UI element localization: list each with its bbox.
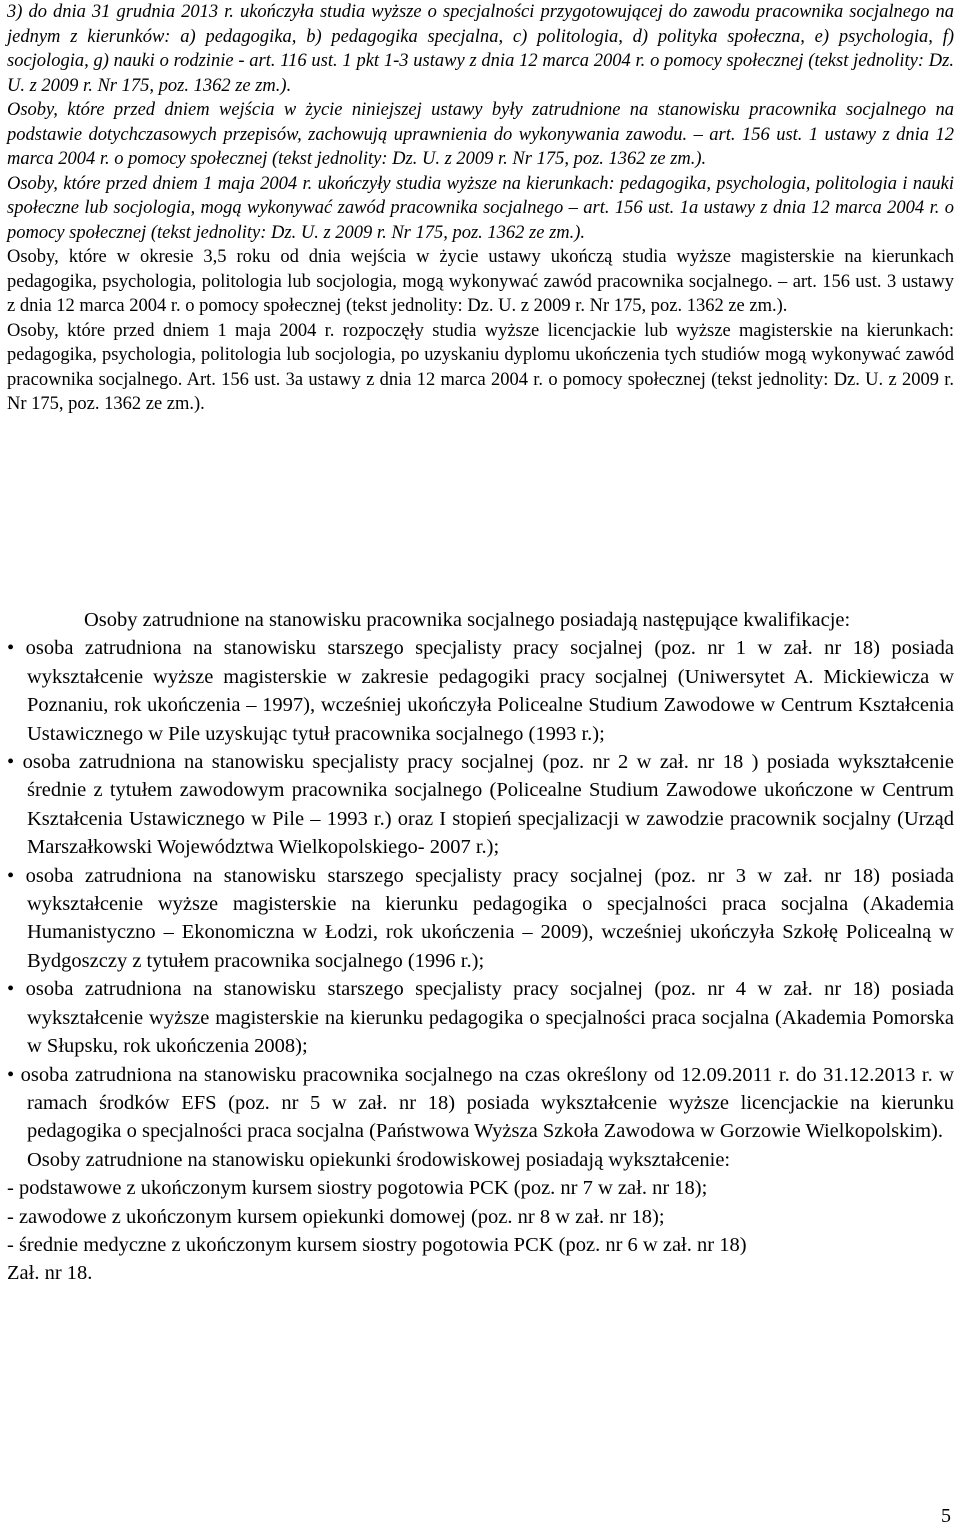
bullet-text: osoba zatrudniona na stanowisku starszego specjalisty pracy socjalnej (poz. nr 3 w zał. nr 18) posiada wykształcenie wyższe magisterskie na kierunku pedagogika o specjalności praca socjalna (Akademia Humanistyczno – Ekonomiczna w Łodzi, rok ukończenia – 2009), wcześniej ukończyła Szkołę Policealną w Bydgoszczy z tytułem pracownika socjalnego (1996 r.); [25, 864, 955, 972]
caregiver-item: - podstawowe z ukończonym kursem siostry pogotowia PCK (poz. nr 7 w zał. nr 18); [7, 1177, 708, 1200]
bullet-text: osoba zatrudniona na stanowisku specjalisty pracy socjalnej (poz. nr 2 w zał. nr 18 ) posiada wykształcenie średnie z tytułem zawodowym pracownika socjalnego (Policealne Studium Zawodowe ukończone w Centrum Kształcenia Ustawicznego w Pile – 1993 r.) oraz I stopień specjalizacji w zawodzie pracownik socjalny (Urząd Marszałkowski Województwa Wielkopolskiego- 2007 r.); [22, 751, 954, 859]
bullet-icon: • [7, 978, 15, 1001]
paragraph-3-5-year-window: Osoby, które w okresie 3,5 roku od dnia wejścia w życie ustawy ukończą studia wyższe magisterskie na kierunkach pedagogika, psychologia, politologia lub socjologia, mogą wykonywać zawód pracownika socjalnego. – art. 156 ust. 3 ustawy z dnia 12 marca 2004 r. o pomocy społecznej (tekst jednolity: Dz. U. z 2009 r. Nr 175, poz. 1362 ze zm.). [7, 247, 954, 316]
qualifications-section [7, 606, 954, 1288]
list-item [7, 634, 954, 748]
legal-text-section [7, 0, 954, 417]
bullet-icon: • [7, 1063, 15, 1086]
caregiver-item: - zawodowe z ukończonym kursem opiekunki domowej (poz. nr 8 w zał. nr 18); [7, 1205, 665, 1228]
attachment-reference: Zał. nr 18. [7, 1262, 93, 1285]
list-item [7, 862, 954, 976]
list-item [7, 748, 954, 862]
page-number: 5 [941, 1505, 951, 1527]
paragraph-prior-employment: Osoby, które przed dniem wejścia w życie niniejszej ustawy były zatrudnione na stanowisku pracownika socjalnego na podstawie dotychczasowych przepisów, zachowują uprawnienia do wykonywania zawodu. – art. 156 ust. 1 ustawy z dnia 12 marca 2004 r. o pomocy społecznej (tekst jednolity: Dz. U. z 2009 r. Nr 175, poz. 1362 ze zm.). [7, 100, 954, 169]
bullet-icon: • [7, 864, 15, 887]
paragraph-requirement-3: 3) do dnia 31 grudnia 2013 r. ukończyła studia wyższe o specjalności przygotowującej do zawodu pracownika socjalnego na jednym z kierunków: a) pedagogika, b) pedagogika specjalna, c) politologia, d) polityka społeczna, e) psychologia, f) socjologia, g) nauki o rodzinie - art. 116 ust. 1 pkt 1-3 ustawy z dnia 12 marca 2004 r. o pomocy społecznej (tekst jednolity: Dz. U. z 2009 r. Nr 175, poz. 1362 ze zm.). [7, 2, 954, 96]
bullet-icon: • [7, 637, 15, 660]
bullet-text: osoba zatrudniona na stanowisku pracownika socjalnego na czas określony od 12.09.2011 r. do 31.12.2013 r. w ramach środków EFS (poz. nr 5 w zał. nr 18) posiada wykształcenie wyższe licencjackie na kierunku pedagogika o specjalności praca socjalna (Państwowa Wyższa Szkoła Zawodowa w Gorzowie Wielkopolskim). [20, 1063, 954, 1143]
bullet-icon: • [7, 751, 15, 774]
bullet-text: osoba zatrudniona na stanowisku starszego specjalisty pracy socjalnej (poz. nr 1 w zał. nr 18) posiada wykształcenie wyższe magisterskie w zakresie pedagogiki pracy socjalnej (Uniwersytet A. Mickiewicza w Poznaniu, rok ukończenia – 1997), wcześniej ukończyła Policealne Studium Zawodowe w Centrum Kształcenia Ustawicznego w Pile uzyskując tytuł pracownika socjalnego (1993 r.); [25, 637, 955, 745]
paragraph-before-may-2004-graduates: Osoby, które przed dniem 1 maja 2004 r. ukończyły studia wyższe na kierunkach: pedagogika, psychologia, politologia i nauki społeczne lub socjologia, mogą wykonywać zawód pracownika socjalnego – art. 156 ust. 1a ustawy z dnia 12 marca 2004 r. o pomocy społecznej (tekst jednolity: Dz. U. z 2009 r. Nr 175, poz. 1362 ze zm.). [7, 173, 954, 243]
list-item [7, 1061, 954, 1146]
caregiver-intro: Osoby zatrudnione na stanowisku opiekunki środowiskowej posiadają wykształcenie: [27, 1148, 731, 1171]
bullet-text: osoba zatrudniona na stanowisku starszego specjalisty pracy socjalnej (poz. nr 4 w zał. nr 18) posiada wykształcenie wyższe magisterskie na kierunku pedagogika o specjalności praca socjalna (Akademia Pomorska w Słupsku, rok ukończenia 2008); [25, 978, 955, 1058]
qualifications-intro: Osoby zatrudnione na stanowisku pracownika socjalnego posiadają następujące kwalifikacje: [84, 609, 851, 631]
list-item [7, 975, 954, 1060]
paragraph-before-may-2004-students: Osoby, które przed dniem 1 maja 2004 r. rozpoczęły studia wyższe licencjackie lub wyższe magisterskie na kierunkach: pedagogika, psychologia, politologia lub socjologia, po uzyskaniu dyplomu ukończenia tych studiów mogą wykonywać zawód pracownika socjalnego. Art. 156 ust. 3a ustawy z dnia 12 marca 2004 r. o pomocy społecznej (tekst jednolity: Dz. U. z 2009 r. Nr 175, poz. 1362 ze zm.). [7, 320, 954, 414]
caregiver-item: - średnie medyczne z ukończonym kursem siostry pogotowia PCK (poz. nr 6 w zał. nr 18) [7, 1233, 747, 1256]
